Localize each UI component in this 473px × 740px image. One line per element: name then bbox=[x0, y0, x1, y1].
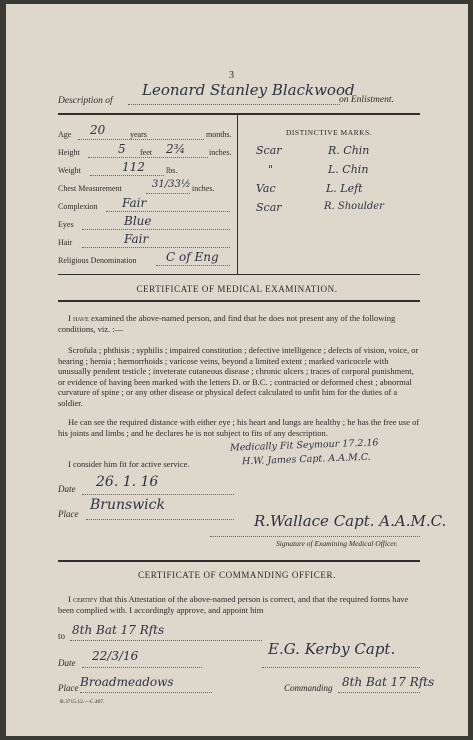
fit-statement: I consider him fit for active service. bbox=[68, 459, 190, 469]
commanding-date-value: 22/3/16 bbox=[92, 649, 139, 663]
religion-value: C of Eng bbox=[166, 250, 219, 264]
medical-signature-line bbox=[210, 536, 420, 537]
medical-intro bbox=[58, 313, 420, 334]
complexion-value: Fair bbox=[122, 196, 147, 210]
commanding-signature-line bbox=[262, 667, 420, 668]
feet-label: feet bbox=[140, 148, 152, 157]
medical-date-label: Date bbox=[58, 484, 76, 494]
on-enlistment-label: on Enlistment. bbox=[339, 95, 394, 105]
box-top-rule bbox=[58, 113, 420, 115]
medical-officer-signature: R.Wallace Capt. A.A.M.C. bbox=[254, 512, 447, 530]
medical-date-value: 26. 1. 16 bbox=[96, 474, 159, 490]
complexion-line bbox=[106, 211, 230, 212]
commanding-unit-line bbox=[338, 692, 420, 693]
medical-place-line bbox=[86, 519, 234, 520]
mark-1-type: Scar bbox=[256, 144, 282, 157]
commanding-place-line bbox=[80, 692, 212, 693]
medical-annotation-2: H.W. James Capt. A.A.M.C. bbox=[241, 451, 371, 468]
religion-line bbox=[156, 265, 230, 266]
eyes-label: Eyes bbox=[58, 220, 74, 229]
commanding-text-body: that this Attestation of the above-named person is correct, and that the required forms have been complied with. I accordingly approve, and appoint him bbox=[58, 594, 409, 615]
commanding-heading: CERTIFICATE OF COMMANDING OFFICER. bbox=[138, 570, 336, 580]
commanding-text-lead: I certify bbox=[68, 594, 98, 604]
medical-place-value: Brunswick bbox=[90, 497, 165, 513]
mark-2-where: L. Chin bbox=[328, 163, 369, 176]
hair-value: Fair bbox=[124, 232, 149, 246]
medical-place-label: Place bbox=[58, 509, 79, 519]
hair-line bbox=[82, 247, 230, 248]
weight-value: 112 bbox=[122, 160, 145, 174]
name-line bbox=[128, 104, 340, 105]
height-label: Height bbox=[58, 148, 80, 157]
height-feet-value: 5 bbox=[118, 142, 126, 156]
medical-signature-caption: Signature of Examining Medical Officer. bbox=[276, 539, 398, 548]
religion-label: Religious Denomination bbox=[58, 256, 137, 265]
mark-1-where: R. Chin bbox=[328, 144, 370, 157]
eyes-line bbox=[82, 229, 230, 230]
chest-inches-label: inches. bbox=[192, 184, 215, 193]
mark-4-type: Scar bbox=[256, 201, 282, 214]
mark-3-type: Vac bbox=[256, 182, 276, 195]
form-code: B.3715.12.—C.407. bbox=[60, 699, 105, 705]
medical-heading: CERTIFICATE OF MEDICAL EXAMINATION. bbox=[136, 284, 338, 294]
page-number: 3 bbox=[229, 70, 234, 81]
mark-3-where: L. Left bbox=[326, 182, 363, 195]
appoint-to-value: 8th Bat 17 Rfts bbox=[72, 623, 165, 637]
medical-intro-text: examined the above-named person, and find that he does not present any of the following conditions, viz. :— bbox=[58, 313, 396, 334]
weight-label: Weight bbox=[58, 166, 81, 175]
commanding-date-label: Date bbox=[58, 658, 76, 668]
complexion-label: Complexion bbox=[58, 202, 98, 211]
years-label: years bbox=[130, 130, 147, 139]
box-divider bbox=[237, 114, 238, 274]
description-label bbox=[58, 96, 113, 106]
description-of: of bbox=[105, 96, 113, 106]
hair-label: Hair bbox=[58, 238, 73, 247]
commanding-place-value: Broadmeadows bbox=[80, 675, 174, 689]
commanding-text bbox=[58, 594, 420, 615]
appoint-to-line bbox=[70, 640, 262, 641]
commanding-signature: E.G. Kerby Capt. bbox=[268, 640, 396, 658]
appoint-to-label: to bbox=[58, 631, 66, 641]
commanding-label: Commanding bbox=[284, 683, 333, 693]
mark-4-where: R. Shoulder bbox=[324, 201, 384, 212]
attestation-page bbox=[6, 4, 468, 736]
medical-heading-rule bbox=[58, 300, 420, 302]
commanding-top-rule bbox=[58, 560, 420, 562]
chest-label: Chest Measurement bbox=[58, 184, 122, 193]
distinctive-marks-heading: DISTINCTIVE MARKS. bbox=[286, 128, 373, 137]
medical-conditions: Scrofula ; phthisis ; syphilis ; impaired constitution ; defective intelligence ; defects of vision, voice, or hearing ; hernia ; hæmorrhoids ; varicose veins, beyond a limited extent ; marked varicocele with unusually pendent testicle ; inveterate cutaneous disease ; chronic ulcers ; traces of corporal punishment, or evidence of having been marked with the letters D. or B.C. ; contracted or deformed chest ; abnormal curvature of spine ; or any other disease or physical defect calculated to unfit him for the duties of a soldier. bbox=[58, 345, 419, 408]
lbs-label: lbs. bbox=[166, 166, 178, 175]
height-line bbox=[88, 157, 208, 158]
description-word: Description bbox=[58, 96, 103, 106]
eyes-value: Blue bbox=[124, 214, 152, 228]
commanding-unit-value: 8th Bat 17 Rfts bbox=[342, 675, 435, 689]
recruit-name: Leonard Stanley Blackwood bbox=[142, 81, 355, 99]
medical-annotation-1: Medically Fit Seymour 17.2.16 bbox=[229, 437, 379, 454]
age-years-value: 20 bbox=[90, 123, 106, 137]
medical-health-statement: He can see the required distance with either eye ; his heart and lungs are healthy ; he has the free use of his joints and limbs ; and he declares he is not subject to fits of any description. bbox=[58, 417, 420, 438]
commanding-date-line bbox=[82, 667, 202, 668]
inches-label: inches. bbox=[209, 148, 232, 157]
box-bottom-rule bbox=[58, 274, 420, 275]
age-line bbox=[78, 139, 204, 140]
medical-date-line bbox=[82, 494, 234, 495]
medical-intro-lead: I have bbox=[68, 313, 89, 323]
months-label: months. bbox=[206, 130, 232, 139]
chest-value: 31/33½ bbox=[152, 179, 191, 190]
age-label: Age bbox=[58, 130, 72, 139]
height-inches-value: 2¾ bbox=[166, 142, 186, 156]
weight-line bbox=[90, 175, 164, 176]
commanding-place-label: Place bbox=[58, 683, 79, 693]
mark-2-type: " bbox=[268, 163, 274, 176]
chest-line bbox=[146, 193, 190, 194]
